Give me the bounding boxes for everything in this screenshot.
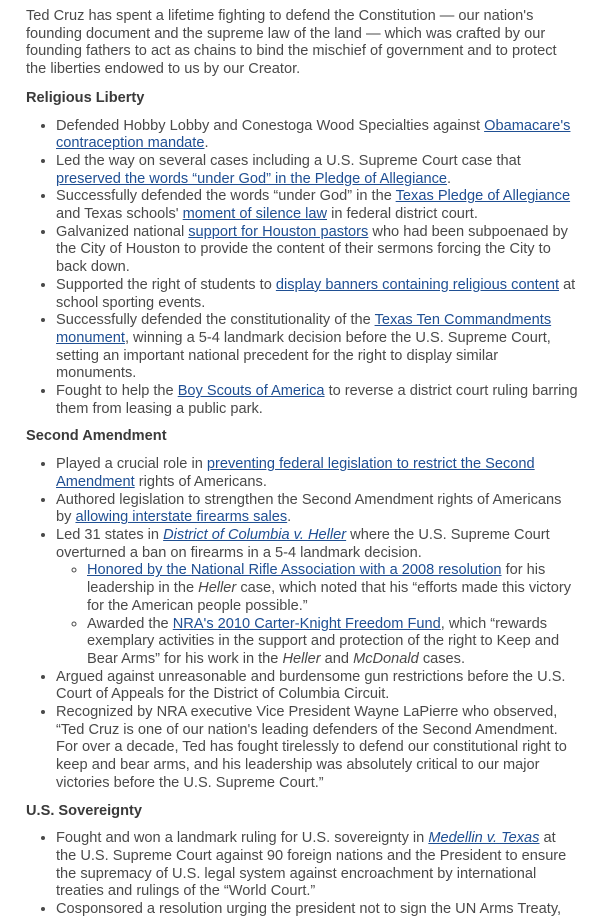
list-item: • Authored legislation to strengthen the Second Amendment rights of Americans by allowing interstate firearms sales. [56, 492, 578, 527]
link-obamacare-mandate[interactable]: Obamacare's contraception mandate [56, 117, 571, 152]
list-item: • Fought to help the Boy Scouts of America to reverse a district court ruling barring them from leasing a public park. [56, 383, 578, 418]
section-heading-religious-liberty: Religious Liberty [26, 89, 145, 106]
list-item: • Supported the right of students to display banners containing religious content at school sporting events. [56, 277, 578, 312]
intro-paragraph: Ted Cruz has spent a lifetime fighting to defend the Constitution — our nation's founding document and the supreme law of the land — which was crafted by our founding fathers to act as chains to bind the mischief of government and to protect the liberties endowed to us by our Creator. [26, 8, 557, 78]
link-interstate-sales[interactable]: allowing interstate firearms sales [75, 509, 288, 526]
link-nra-resolution[interactable]: Honored by the National Rifle Association with a 2008 resolution [87, 562, 502, 579]
link-display-banners[interactable]: display banners containing religious content [275, 276, 560, 293]
religious-liberty-list [26, 118, 578, 419]
section-heading-us-sovereignty: U.S. Sovereignty [26, 802, 142, 819]
list-item: • Recognized by NRA executive Vice President Wayne LaPierre who observed, “Ted Cruz is one of our nation's leading defenders of the Second Amendment. For over a decade, Ted has fought tirelessly to defend our constitutional right to keep and bear arms, and his leadership was absolutely critical to our major victories before the U.S. Supreme Court.” [56, 704, 578, 793]
list-item: • Cosponsored a resolution urging the president not to sign the UN Arms Treaty, [56, 901, 578, 919]
list-item: • Led 31 states in District of Columbia v. Heller where the U.S. Supreme Court overturned a ban on firearms in a 5-4 landmark decision. ◦ Honored by the National Rifle Association with a 2008 resolution for his leadership in the Heller case, which noted that his “efforts made this victory for the American people possible.” ◦ Awarded the NRA's 2010 Carter-Knight Freedom Fund, which “rewards exemplary activities in the support and protection of the right to Keep and Bear Arms” for his work in the Heller and McDonald cases. [56, 527, 578, 669]
link-moment-of-silence[interactable]: moment of silence law [182, 206, 328, 223]
link-under-god-pledge[interactable]: preserved the words “under God” in the Pledge of Allegiance [56, 170, 448, 187]
list-item: • Played a crucial role in preventing federal legislation to restrict the Second Amendment rights of Americans. [56, 456, 578, 491]
section-heading-second-amendment: Second Amendment [26, 428, 167, 445]
list-item: • Fought and won a landmark ruling for U.S. sovereignty in Medellin v. Texas at the U.S. Supreme Court against 90 foreign nations and the President to ensure the supremacy of U.S. legal system against encroachment by international treaties and rulings of the “World Court.” [56, 830, 578, 901]
list-item: ◦ Honored by the National Rifle Association with a 2008 resolution for his leadership in the Heller case, which noted that his “efforts made this victory for the American people possible.” [87, 562, 578, 615]
link-boy-scouts[interactable]: Boy Scouts of America [177, 383, 325, 400]
list-item: • Argued against unreasonable and burdensome gun restrictions before the U.S. Court of Appeals for the District of Columbia Circuit. [56, 669, 578, 704]
list-item: • Successfully defended the constitutionality of the Texas Ten Commandments monument, winning a 5-4 landmark decision before the U.S. Supreme Court, setting an important national precedent for the right to display similar monuments. [56, 312, 578, 383]
link-carter-knight-fund[interactable]: NRA's 2010 Carter-Knight Freedom Fund [172, 615, 441, 632]
link-medellin-v-texas[interactable]: Medellin v. Texas [428, 830, 540, 847]
second-amendment-list [26, 456, 578, 792]
link-ten-commandments[interactable]: Texas Ten Commandments monument [56, 312, 552, 346]
heller-sublist [56, 562, 578, 668]
us-sovereignty-list [26, 830, 578, 919]
list-item: ◦ Awarded the NRA's 2010 Carter-Knight Freedom Fund, which “rewards exemplary activities in the support and protection of the right to Keep and Bear Arms” for his work in the Heller and McDonald cases. [87, 616, 578, 669]
list-item: • Defended Hobby Lobby and Conestoga Wood Specialties against Obamacare's contraception mandate. [56, 118, 578, 153]
link-prevent-restriction[interactable]: preventing federal legislation to restrict the Second Amendment [56, 456, 535, 490]
list-item: • Led the way on several cases including a U.S. Supreme Court case that preserved the words “under God” in the Pledge of Allegiance. [56, 153, 578, 188]
list-item: • Galvanized national support for Houston pastors who had been subpoenaed by the City of Houston to provide the content of their sermons forcing the City to back down. [56, 224, 578, 277]
list-item: • Successfully defended the words “under God” in the Texas Pledge of Allegiance and Texas schools' moment of silence law in federal district court. [56, 188, 578, 223]
link-dc-v-heller[interactable]: District of Columbia v. Heller [163, 526, 347, 543]
link-houston-pastors[interactable]: support for Houston pastors [188, 223, 369, 240]
link-texas-pledge[interactable]: Texas Pledge of Allegiance [395, 188, 571, 205]
